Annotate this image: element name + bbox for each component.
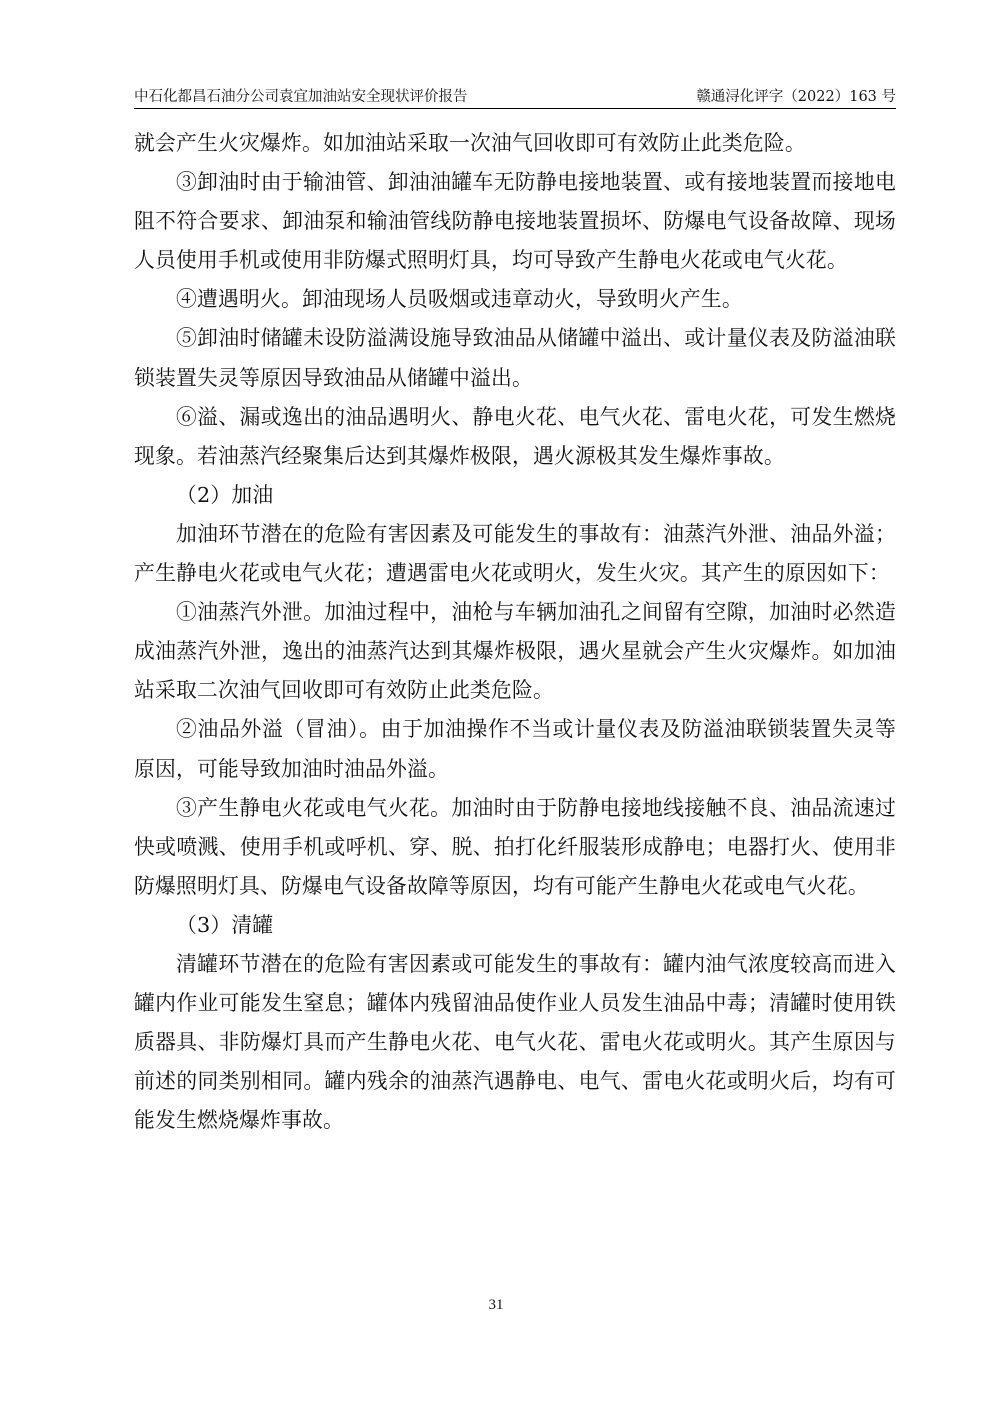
paragraph: ⑤卸油时储罐未设防溢满设施导致油品从储罐中溢出、或计量仪表及防溢油联锁装置失灵等原因导致油品从储罐中溢出。	[134, 326, 896, 390]
body-text	[134, 124, 896, 1140]
paragraph: 加油环节潜在的危险有害因素及可能发生的事故有：油蒸汽外泄、油品外溢；产生静电火花或电气火花；遭遇雷电火花或明火，发生火灾。其产生的原因如下：	[134, 521, 896, 586]
paragraph: 就会产生火灾爆炸。如加油站采取一次油气回收即可有效防止此类危险。	[134, 131, 806, 155]
section-heading: （2）加油	[176, 482, 274, 507]
paragraph: ⑥溢、漏或逸出的油品遇明火、静电火花、电气火花、雷电火花，可发生燃烧现象。若油蒸汽经聚集后达到其爆炸极限，遇火源极其发生爆炸事故。	[134, 404, 896, 468]
header-report-title: 中石化都昌石油分公司袁宜加油站安全现状评价报告	[134, 89, 468, 105]
page-number: 31	[488, 1297, 504, 1313]
page-header	[134, 86, 896, 109]
section-heading: （3）清罐	[176, 912, 274, 937]
paragraph: 清罐环节潜在的危险有害因素或可能发生的事故有：罐内油气浓度较高而进入罐内作业可能发生窒息；罐体内残留油品使作业人员发生油品中毒；清罐时使用铁质器具、非防爆灯具而产生静电火花、电气火花、雷电火花或明火。其产生原因与前述的同类别相同。罐内残余的油蒸汽遇静电、电气、雷电火花或明火后，均有可能发生燃烧爆炸事故。	[134, 951, 896, 1133]
header-report-number: 赣通浔化评字（2022）163 号	[696, 89, 896, 105]
paragraph: ④遭遇明火。卸油现场人员吸烟或违章动火，导致明火产生。	[176, 287, 743, 312]
paragraph: ①油蒸汽外泄。加油过程中，油枪与车辆加油孔之间留有空隙，加油时必然造成油蒸汽外泄，逸出的油蒸汽达到其爆炸极限，遇火星就会产生火灾爆炸。如加油站采取二次油气回收即可有效防止此类危险。	[134, 600, 896, 703]
paragraph: ③产生静电火花或电气火花。加油时由于防静电接地线接触不良、油品流速过快或喷溅、使用手机或呼机、穿、脱、拍打化纤服装形成静电；电器打火、使用非防爆照明灯具、防爆电气设备故障等原因，均有可能产生静电火花或电气火花。	[134, 795, 896, 898]
paragraph: ②油品外溢（冒油）。由于加油操作不当或计量仪表及防溢油联锁装置失灵等原因，可能导致加油时油品外溢。	[134, 717, 896, 781]
paragraph: ③卸油时由于输油管、卸油油罐车无防静电接地装置、或有接地装置而接地电阻不符合要求、卸油泵和输油管线防静电接地装置损坏、防爆电气设备故障、现场人员使用手机或使用非防爆式照明灯具，均可导致产生静电火花或电气火花。	[134, 170, 896, 273]
